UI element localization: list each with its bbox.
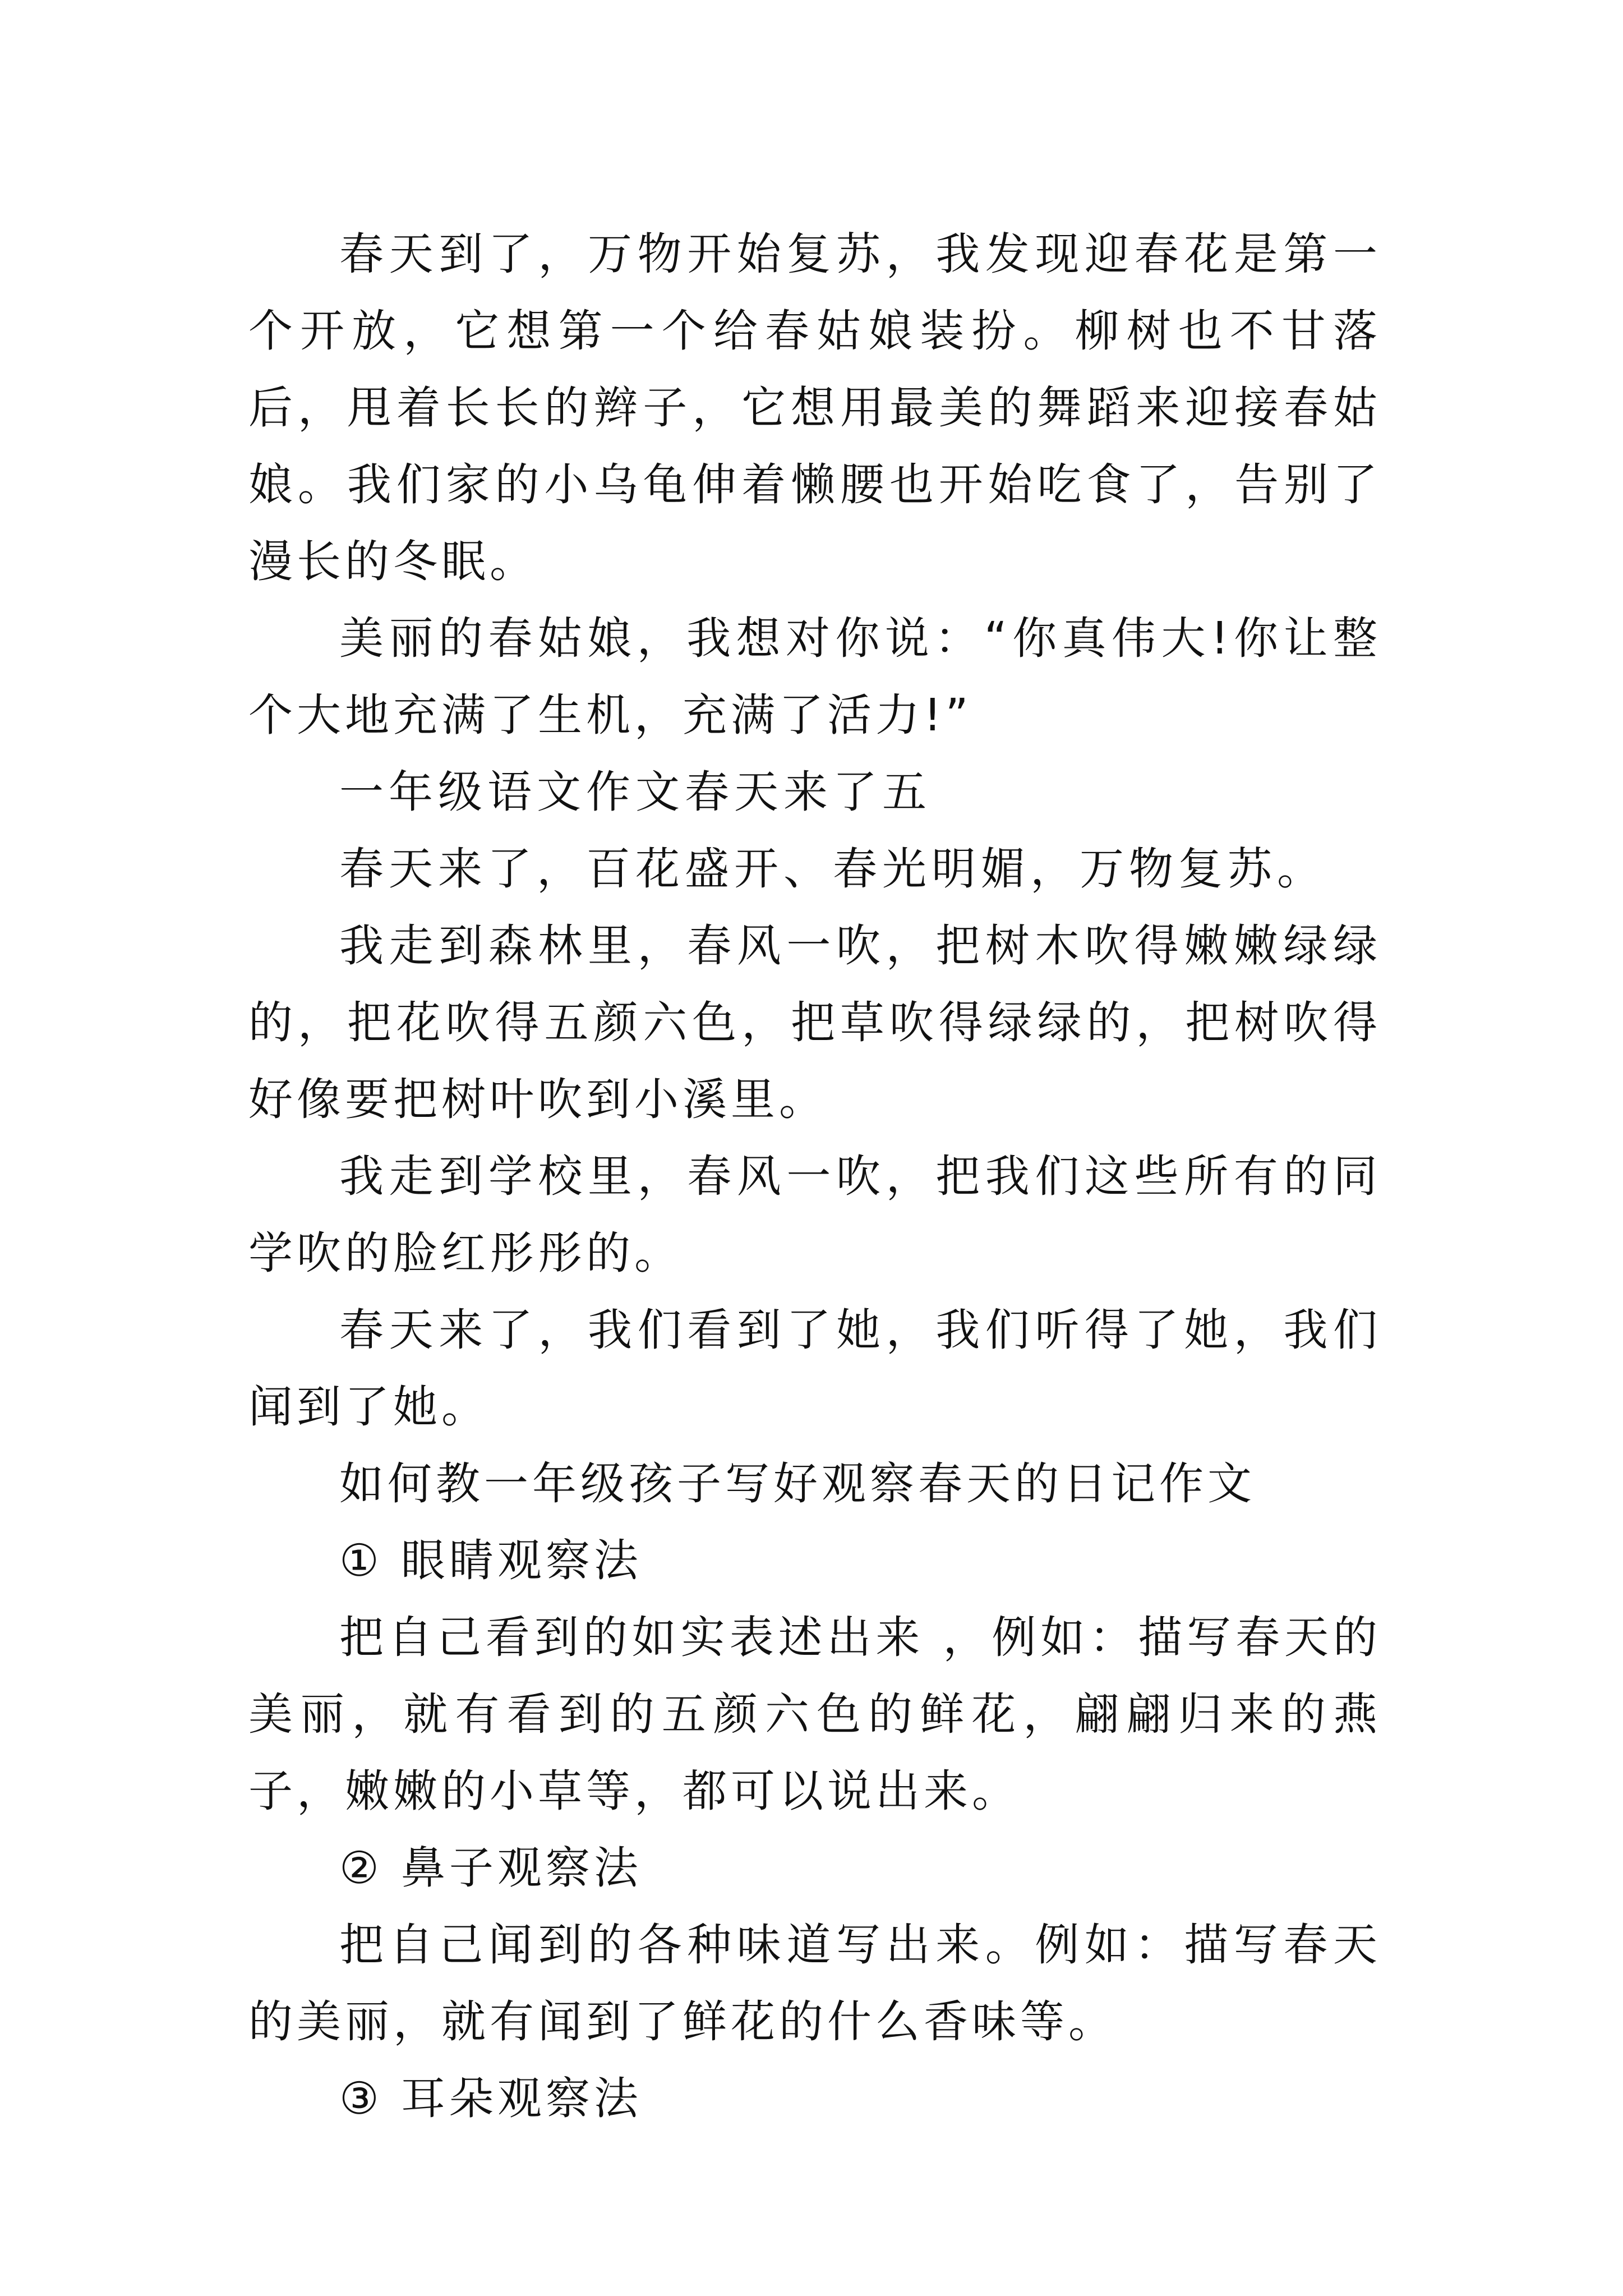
method-eyes-heading: ① 眼睛观察法 (339, 1535, 642, 1586)
paragraph-we-see-her: 春天来了，我们看到了她，我们听得了她，我们闻到了她。 (248, 1304, 1381, 1433)
method-ears-heading: ③ 耳朵观察法 (339, 2073, 642, 2124)
paragraph-eyes-method: 把自己看到的如实表述出来 ，例如：描写春天的美丽，就有看到的五颜六色的鲜花，翩翩归来的燕子，嫩嫩的小草等，都可以说出来。 (248, 1612, 1381, 1817)
section-title-how-to-teach: 如何教一年级孩子写好观察春天的日记作文 (339, 1458, 1256, 1510)
paragraph-school: 我走到学校里，春风一吹，把我们这些所有的同学吹的脸红彤彤的。 (248, 1151, 1381, 1279)
section-title-essay-five: 一年级语文作文春天来了五 (339, 766, 932, 818)
paragraph-nose-method: 把自己闻到的各种味道写出来。例如：描写春天的美丽，就有闻到了鲜花的什么香味等。 (248, 1919, 1381, 2047)
paragraph-spring-arrives: 春天到了，万物开始复苏，我发现迎春花是第一个开放，它想第一个给春姑娘装扮。柳树也不甘落后，甩着长长的辫子，它想用最美的舞蹈来迎接春姑娘。我们家的小乌龟伸着懒腰也开始吃食了，告别了漫长的冬眠。 (248, 228, 1381, 587)
paragraph-dear-spring: 美丽的春姑娘，我想对你说：“你真伟大!你让整个大地充满了生机，充满了活力!” (248, 613, 1381, 741)
document-body (248, 216, 1381, 2137)
paragraph-flowers-bloom: 春天来了，百花盛开、春光明媚，万物复苏。 (339, 843, 1326, 895)
paragraph-forest: 我走到森林里，春风一吹，把树木吹得嫩嫩绿绿的，把花吹得五颜六色，把草吹得绿绿的，把树吹得好像要把树叶吹到小溪里。 (248, 920, 1381, 1125)
method-nose-heading: ② 鼻子观察法 (339, 1842, 642, 1894)
